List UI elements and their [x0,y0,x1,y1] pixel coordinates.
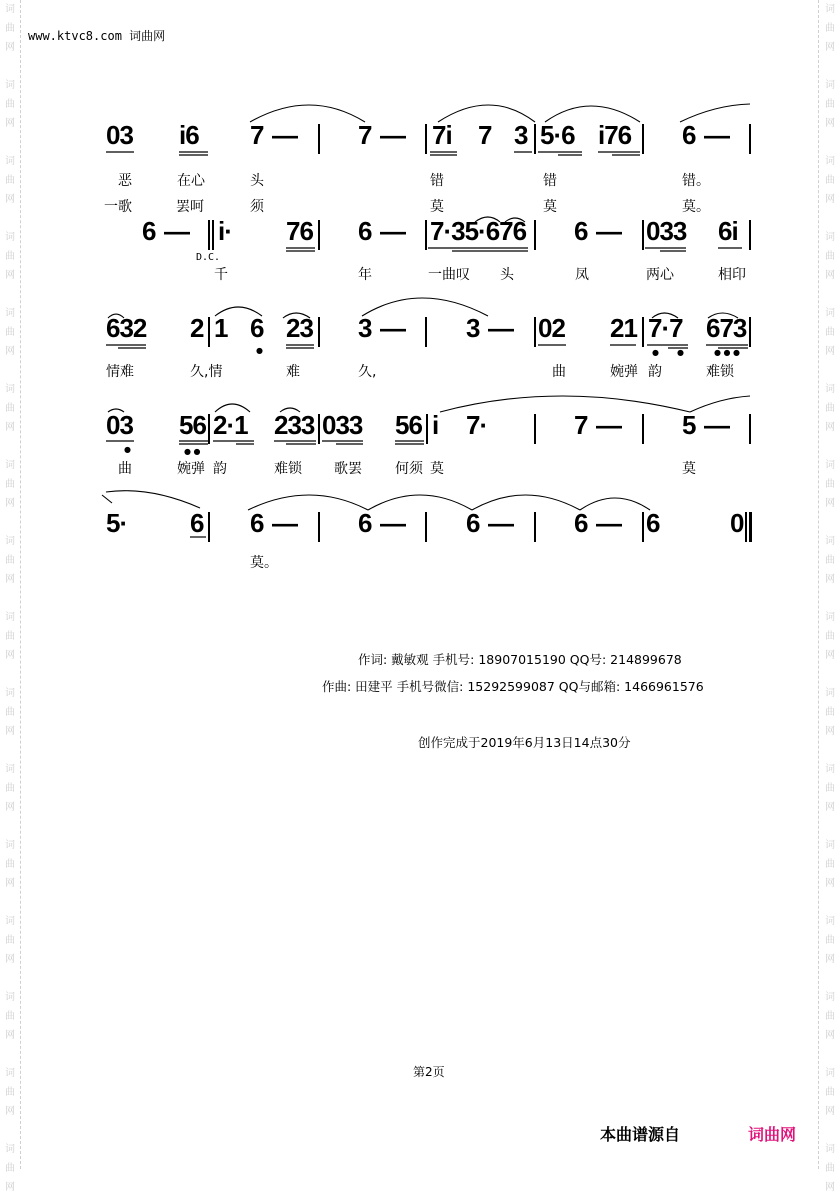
lyric: 错 [543,173,557,189]
lyric: 婉弹 [177,461,205,477]
note: 7· [466,410,488,440]
lyric: 莫。 [250,555,278,571]
barline [208,512,210,542]
barline [318,317,320,347]
lyric: 错。 [682,173,710,189]
lyric: 莫 [682,461,696,477]
barline [642,220,644,250]
lyric: 韵 [213,461,227,477]
lyric: 难锁 [706,364,734,380]
lyric: 曲 [552,364,566,380]
lyric: 歌罢 [334,461,362,477]
note: i6 [179,120,199,150]
barline [425,220,427,250]
da-capo-mark: D.C. [196,252,221,263]
barline [534,220,536,250]
barline [749,124,751,154]
note: 03 [106,120,133,150]
lyric: 难 [286,364,300,380]
lyric: 恶 [118,173,132,189]
note-dash: — [380,120,405,150]
note: 7 [574,410,588,440]
note: 3 [514,120,528,150]
footer-brand-link[interactable]: 词曲网 [748,1125,797,1144]
barline [208,317,210,347]
page-number: 第2页 [413,1065,445,1079]
note: 5 [682,410,696,440]
site-url[interactable]: www.ktvc8.com 词曲网 [28,29,166,43]
slur [250,105,365,122]
note: 6 [190,508,204,538]
lyricist-credit: 作词: 戴敏观 手机号: 18907015190 QQ号: 214899678 [358,652,682,667]
barline [749,220,751,250]
note: 6 [142,216,156,246]
barline [534,512,536,542]
slur [106,491,200,508]
note: 56 [395,410,422,440]
lyric: 头 [250,173,264,189]
note: i· [218,216,232,246]
barline [642,512,644,542]
note: 6 [466,508,480,538]
note: 56 [179,410,206,440]
lyric: 久, [358,364,377,380]
barline [212,220,214,250]
note: 3 [358,313,372,343]
note: 76 [286,216,313,246]
barline [318,220,320,250]
barline [425,317,427,347]
barline [318,512,320,542]
note: 632 [106,313,147,343]
note-dash: — [380,508,405,538]
barline [208,220,210,250]
end-barline [749,512,752,542]
lyric: 莫 [430,199,444,215]
barline [642,414,644,444]
lyric: 凤 [575,267,589,283]
note: 6 [250,313,264,343]
lyric: 相印 [718,267,746,283]
note-dash: — [380,313,405,343]
lyric: 情难 [106,364,134,380]
note: 7 [250,120,264,150]
note-dash: — [488,508,513,538]
barline [426,414,428,444]
lyric: 在心 [177,173,205,189]
note: 21 [610,313,637,343]
barline [208,414,210,444]
note: 5· [106,508,128,538]
barline [642,317,644,347]
note: 1 [214,313,228,343]
barline [425,512,427,542]
note: 6 [250,508,264,538]
lyric: 何须 [395,461,423,477]
barline [318,124,320,154]
note-dash: — [164,216,189,246]
note: 033 [646,216,687,246]
lyric: 错 [430,173,444,189]
barline [642,124,644,154]
note-dash: — [704,410,729,440]
note: 673 [706,313,747,343]
lyric: 莫 [543,199,557,215]
note: 6i [718,216,738,246]
note-dash: — [596,508,621,538]
lyric: 久,情 [190,364,223,380]
low-octave-dot: ● ● ● [714,348,741,357]
low-octave-dot: ● ● [184,447,201,456]
note: 233 [274,410,315,440]
note-dash: — [380,216,405,246]
note: 23 [286,313,313,343]
tie-mark [102,495,112,503]
note: 6 [646,508,660,538]
barline [534,317,536,347]
note: 033 [322,410,363,440]
low-octave-dot: ● [124,445,131,454]
low-octave-dot: ● [652,348,659,357]
note: 7·7 [648,313,683,343]
composer-credit: 作曲: 田建平 手机号微信: 15292599087 QQ与邮箱: 1466961576 [322,679,704,694]
lyric: 莫。 [682,199,710,215]
note: 5·6 [540,120,575,150]
right-watermark: 词 曲 网 词 曲 网 词 曲 网 词 曲 网 词 曲 网 词 曲 网 词 曲 网 词 曲 网 词 曲 网 词 曲 网 词 曲 网 词 曲 网 词 曲 网 词 曲 网 词 曲 网 词 曲 网 [825,4,835,1193]
note-dash: — [272,120,297,150]
lyric: 两心 [646,267,674,283]
left-watermark: 词 曲 网 词 曲 网 词 曲 网 词 曲 网 词 曲 网 词 曲 网 词 曲 网 词 曲 网 词 曲 网 词 曲 网 词 曲 网 词 曲 网 词 曲 网 词 曲 网 词 曲 网 词 曲 网 [5,4,15,1193]
note: 6 [574,216,588,246]
lyric: 一曲叹 [428,267,470,283]
note-dash: — [488,313,513,343]
lyric: 莫 [430,461,444,477]
lyric: 婉弹 [610,364,638,380]
lyric: 须 [250,199,264,215]
note: 03 [106,410,133,440]
barline [534,124,536,154]
barline [749,414,751,444]
slur [248,495,368,510]
note: i76 [598,120,632,150]
note: 6 [574,508,588,538]
note: 6 [358,216,372,246]
lyric: 头 [500,267,514,283]
note-dash: — [272,508,297,538]
lyric: 韵 [648,364,662,380]
note: 2·1 [213,410,248,440]
lyric: 年 [358,267,372,283]
barline [425,124,427,154]
barline [745,512,747,542]
footer-source-label: 本曲谱源自 [600,1125,681,1144]
lyric: 曲 [118,461,132,477]
note: 7·35·676 [430,216,527,246]
note: 7 [478,120,492,150]
barline [749,317,751,347]
lyric: 一歌 [104,199,132,215]
note: 7 [358,120,372,150]
lyric: 罢呵 [176,199,204,215]
note: 2 [190,313,204,343]
note: 3 [466,313,480,343]
note: i [432,410,439,440]
note-dash: — [596,216,621,246]
note-dash: — [704,120,729,150]
barline [534,414,536,444]
note-dash: — [596,410,621,440]
lyric: 千 [214,267,228,283]
note: 0 [730,508,744,538]
note: 7i [432,120,452,150]
note: 6 [358,508,372,538]
note: 6 [682,120,696,150]
completion-date: 创作完成于2019年6月13日14点30分 [418,735,631,750]
low-octave-dot: ● [677,348,684,357]
low-octave-dot: ● [256,346,263,355]
note: 02 [538,313,565,343]
lyric: 难锁 [274,461,302,477]
barline [318,414,320,444]
